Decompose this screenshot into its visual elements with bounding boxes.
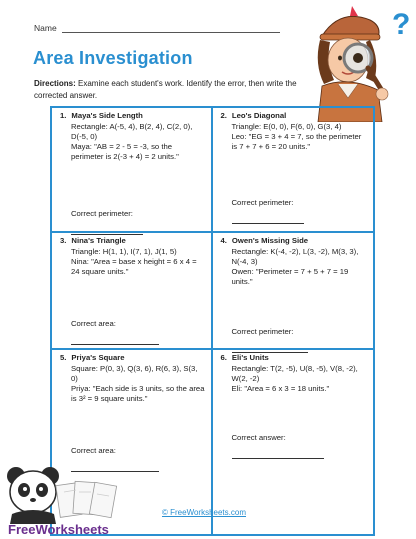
directions-text: Examine each student's work. Identify the error, then write the corrected answer. [34, 79, 297, 100]
answer-field[interactable] [71, 319, 159, 345]
problem-number: 1. [60, 111, 67, 120]
name-label: Name [34, 23, 57, 33]
answer-field[interactable] [71, 209, 143, 235]
problem-number: 2. [220, 111, 227, 120]
answer-label: Correct perimeter: [231, 198, 294, 207]
directions-label: Directions: [34, 79, 76, 88]
answer-label: Correct answer: [231, 433, 286, 442]
student-claim: Leo: "EG = 3 + 4 = 7, so the perimeter is 7 + 7 + 6 = 20 units." [231, 132, 362, 151]
problem-given: Rectangle: T(2, -5), U(8, -5), V(8, -2), W(2, -2) [231, 364, 358, 383]
answer-field[interactable] [232, 433, 324, 459]
problem-card [213, 233, 374, 350]
problem-card [52, 108, 213, 233]
problem-given: Triangle: E(0, 0), F(6, 0), G(3, 4) [231, 122, 342, 131]
problem-number: 4. [220, 236, 227, 245]
name-field[interactable] [34, 23, 280, 33]
problem-given: Square: P(0, 3), Q(3, 6), R(6, 3), S(3, 0) [71, 364, 198, 383]
student-claim: Nina: "Area = base x height = 6 x 4 = 24 square units." [71, 257, 197, 276]
problem-title: Maya's Side Length [71, 111, 143, 120]
panda-logo-icon [2, 462, 134, 539]
logo-text: FreeWorksheets [8, 522, 109, 537]
problem-title: Leo's Diagonal [231, 111, 287, 120]
student-claim: Maya: "AB = 2 - 5 = -3, so the perimeter is 2(-3 + 4) = 2 units." [71, 142, 179, 161]
footer-link[interactable]: © FreeWorksheets.com [162, 508, 246, 517]
problem-title: Priya's Square [71, 353, 125, 362]
problem-number: 3. [60, 236, 67, 245]
answer-label: Correct area: [71, 446, 116, 455]
answer-line[interactable] [71, 336, 159, 345]
name-line[interactable] [62, 24, 280, 33]
answer-label: Correct perimeter: [71, 209, 133, 218]
answer-line[interactable] [232, 450, 324, 459]
student-claim: Owen: "Perimeter = 7 + 5 + 7 = 19 units." [231, 267, 349, 286]
problem-card [213, 350, 374, 534]
student-claim: Priya: "Each side is 3 units, so the area is 3² = 9 square units." [71, 384, 205, 403]
problem-title: Nina's Triangle [71, 236, 126, 245]
problem-card [213, 108, 374, 233]
answer-line[interactable] [232, 215, 304, 224]
problem-number: 5. [60, 353, 67, 362]
problem-given: Rectangle: K(-4, -2), L(3, -2), M(3, 3), N(-4, 3) [231, 247, 359, 266]
student-claim: Eli: "Area = 6 x 3 = 18 units." [231, 384, 330, 393]
worksheet-title: Area Investigation [33, 48, 193, 68]
question-mark-icon: ? [392, 8, 411, 41]
problem-card [52, 233, 213, 350]
problem-given: Rectangle: A(-5, 4), B(2, 4), C(2, 0), D(-5, 0) [71, 122, 193, 141]
problem-given: Triangle: H(1, 1), I(7, 1), J(1, 5) [71, 247, 177, 256]
problem-title: Owen's Missing Side [231, 236, 309, 245]
answer-field[interactable] [232, 198, 304, 224]
problem-number: 6. [220, 353, 227, 362]
problem-title: Eli's Units [231, 353, 269, 362]
detective-illustration-icon [300, 2, 416, 122]
answer-label: Correct area: [71, 319, 116, 328]
answer-label: Correct perimeter: [231, 327, 294, 336]
directions [34, 78, 316, 101]
